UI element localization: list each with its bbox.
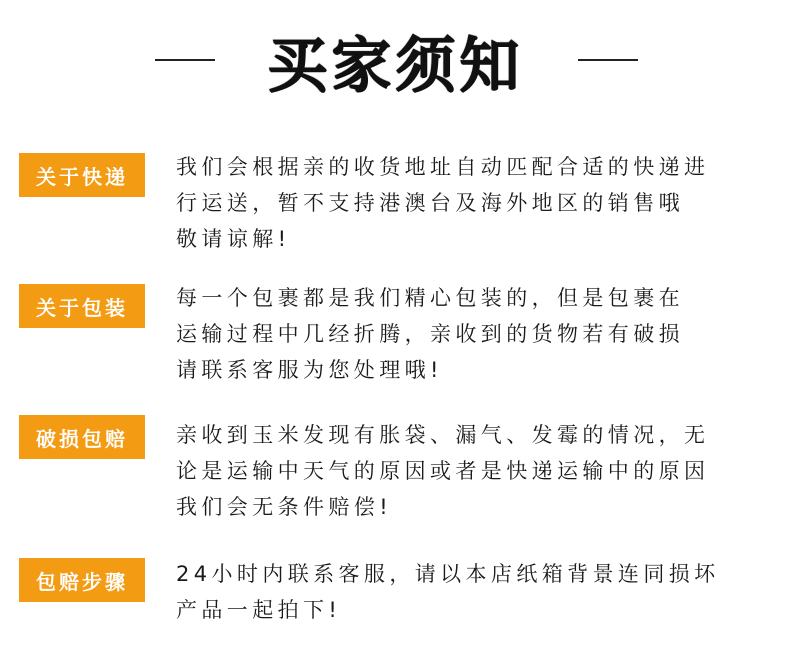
section-badge: 包赔步骤: [19, 558, 145, 602]
section-text: [176, 280, 776, 388]
text-line: 敬请谅解!: [176, 227, 291, 251]
text-line: 每一个包裹都是我们精心包装的，但是包裹在: [176, 286, 684, 310]
text-line: 行运送，暂不支持港澳台及海外地区的销售哦: [176, 191, 684, 215]
page-title: 买家须知: [267, 31, 523, 101]
section-text: [176, 149, 776, 257]
text-line: 运输过程中几经折腾，亲收到的货物若有破损: [176, 322, 684, 346]
text-line: 我们会无条件赔偿!: [176, 495, 393, 519]
text-line: 24小时内联系客服，请以本店纸箱背景连同损坏: [176, 562, 720, 586]
text-line: 亲收到玉米发现有胀袋、漏气、发霉的情况，无: [176, 423, 710, 447]
text-line: 请联系客服为您处理哦!: [176, 358, 443, 382]
text-line: 我们会根据亲的收货地址自动匹配合适的快递进: [176, 155, 710, 179]
section-badge: 破损包赔: [19, 415, 145, 459]
section-text: [176, 417, 776, 525]
title-right-rule: [578, 59, 638, 61]
section-text: [176, 556, 776, 628]
section-badge: 关于快递: [19, 153, 145, 197]
text-line: 论是运输中天气的原因或者是快递运输中的原因: [176, 459, 710, 483]
page-header: [0, 10, 790, 100]
text-line: 产品一起拍下!: [176, 598, 342, 622]
section-badge: 关于包装: [19, 284, 145, 328]
